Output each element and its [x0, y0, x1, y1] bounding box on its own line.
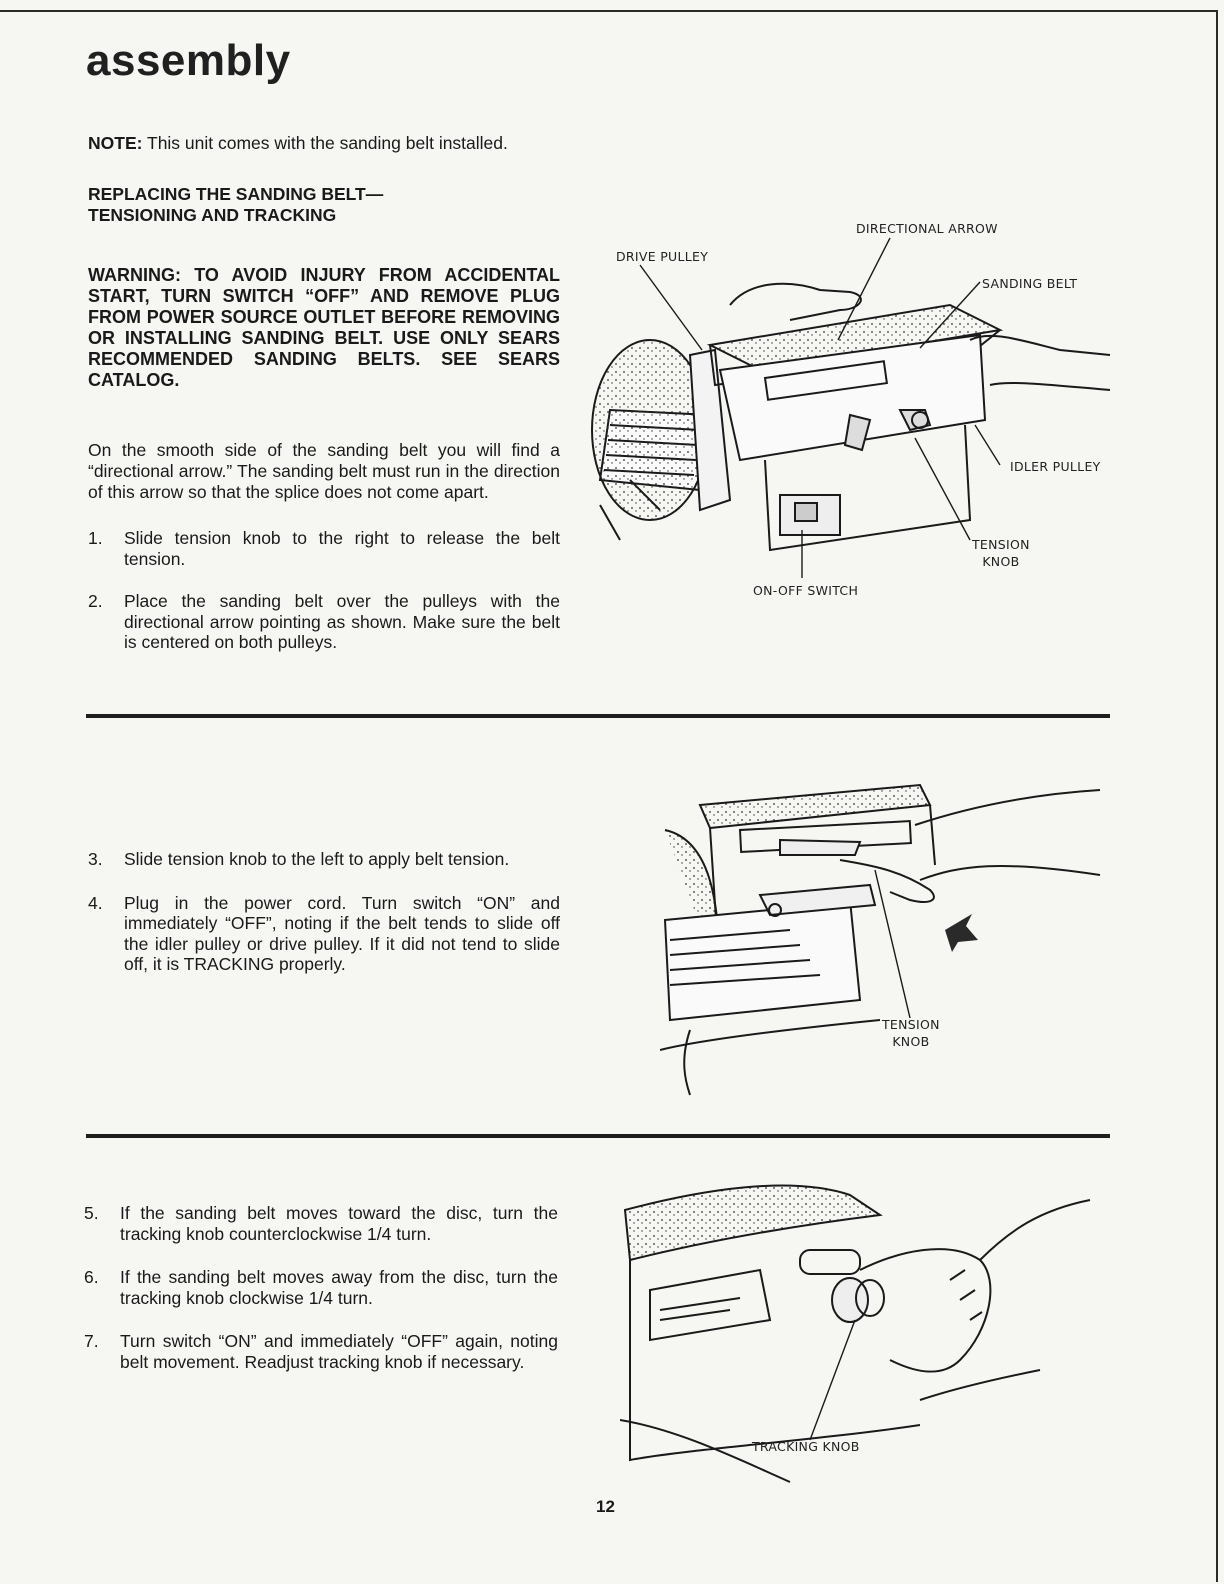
- figure-belt-sander-overview: [590, 210, 1120, 610]
- step-number: 5.: [84, 1203, 99, 1223]
- figure-tracking-knob: [620, 1170, 1110, 1485]
- step-text: If the sanding belt moves toward the disc, turn the tracking knob counterclockwise 1/4 turn.: [120, 1203, 558, 1244]
- note-lead: NOTE:: [88, 133, 143, 153]
- step-text: Turn switch “ON” and immediately “OFF” again, noting belt movement. Readjust tracking knob if necessary.: [120, 1331, 558, 1372]
- step-item: [88, 528, 560, 569]
- step-text: Slide tension knob to the left to apply belt tension.: [124, 849, 510, 869]
- label-drive-pulley: DRIVE PULLEY: [616, 249, 709, 264]
- divider-rule: [86, 1134, 1110, 1138]
- step-item: [88, 893, 560, 975]
- step-text: Plug in the power cord. Turn switch “ON” and immediately “OFF”, noting if the belt tends to slide off the idler pulley or drive pulley. If it did not tend to slide off, it is TRACKING properly.: [124, 892, 560, 974]
- step-number: 7.: [84, 1331, 99, 1351]
- tracking-knob-illustration: [620, 1170, 1110, 1485]
- label-directional-arrow: DIRECTIONAL ARROW: [856, 221, 998, 236]
- section-heading-line2: TENSIONING AND TRACKING: [88, 205, 337, 225]
- label-sanding-belt: SANDING BELT: [982, 276, 1078, 291]
- label-tension-knob-line1: TENSION: [882, 1017, 940, 1032]
- step-item: [84, 1267, 558, 1308]
- page-title: assembly: [86, 36, 291, 85]
- label-tension-knob-line2: KNOB: [892, 1034, 930, 1049]
- step-number: 2.: [88, 591, 103, 611]
- label-tension-knob-line2: KNOB: [982, 554, 1020, 569]
- step-number: 6.: [84, 1267, 99, 1287]
- belt-sander-illustration: [590, 210, 1120, 610]
- note-text: This unit comes with the sanding belt installed.: [142, 133, 508, 153]
- label-tension-knob-line1: TENSION: [972, 537, 1030, 552]
- figure-tension-knob: [660, 770, 1110, 1100]
- steps-list-1: [88, 528, 560, 653]
- step-item: [84, 1331, 558, 1372]
- steps-list-3: [84, 1203, 558, 1372]
- note-paragraph: [88, 133, 560, 154]
- step-item: [88, 849, 560, 870]
- label-idler-pulley: IDLER PULLEY: [1010, 459, 1101, 474]
- label-tracking-knob: TRACKING KNOB: [752, 1439, 860, 1454]
- intro-paragraph: On the smooth side of the sanding belt you will find a “directional arrow.” The sanding belt must run in the direction of this arrow so that the splice does not come apart.: [88, 439, 560, 502]
- page-number: 12: [596, 1497, 615, 1516]
- section-heading-line1: REPLACING THE SANDING BELT—: [88, 184, 384, 204]
- step-item: [88, 591, 560, 653]
- steps-list-2: [88, 849, 560, 975]
- step-number: 3.: [88, 849, 103, 869]
- step-number: 4.: [88, 892, 103, 913]
- step-text: Place the sanding belt over the pulleys with the directional arrow pointing as shown. Make sure the belt is centered on both pulleys.: [124, 591, 560, 652]
- step-number: 1.: [88, 528, 103, 548]
- warning-paragraph: WARNING: TO AVOID INJURY FROM ACCIDENTAL START, TURN SWITCH “OFF” AND REMOVE PLUG FROM POWER SOURCE OUTLET BEFORE REMOVING OR INSTALLING SANDING BELT. USE ONLY SEARS RECOMMENDED SANDING BELTS. SEE SEARS CATALOG.: [88, 265, 560, 390]
- tension-knob-illustration: [660, 770, 1110, 1100]
- label-on-off-switch: ON-OFF SWITCH: [753, 583, 859, 598]
- section-heading: [88, 184, 568, 226]
- step-item: [84, 1203, 558, 1244]
- divider-rule: [86, 714, 1110, 718]
- label-tension-knob: [972, 536, 1030, 570]
- step-text: If the sanding belt moves away from the disc, turn the tracking knob clockwise 1/4 turn.: [120, 1267, 558, 1308]
- label-tension-knob: [882, 1016, 940, 1050]
- step-text: Slide tension knob to the right to release the belt tension.: [124, 528, 560, 569]
